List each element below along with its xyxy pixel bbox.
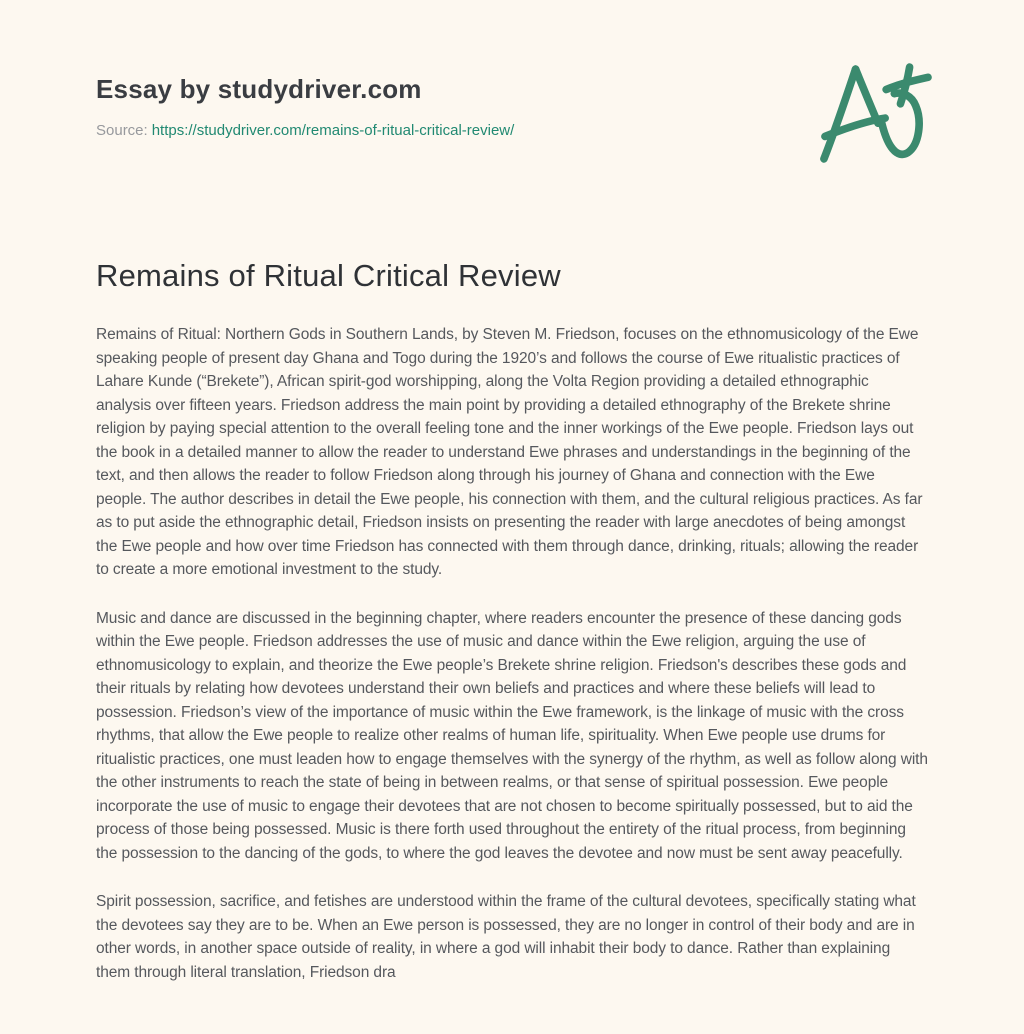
essay-paragraph-1: Remains of Ritual: Northern Gods in Southern Lands, by Steven M. Friedson, focuses on the ethnomusicology of the Ewe speaking people of present day Ghana and Togo during the 1920’s and follows the course of Ewe ritualistic practices of Lahare Kunde (“Brekete”), African spirit-god worshipping, along the Volta Region providing a detailed ethnographic analysis over fifteen years. Friedson address the main point by providing a detailed ethnography of the Brekete shrine religion by paying special attention to the overall feeling tone and the inner workings of the Ewe people. Friedson lays out the book in a detailed manner to allow the reader to understand Ewe phrases and understandings in the beginning of the text, and then allows the reader to follow Friedson along through his journey of Ghana and connection with the Ewe people. The author describes in detail the Ewe people, his connection with them, and the cultural religious practices. As far as to put aside the ethnographic detail, Friedson insists on presenting the reader with large anecdotes of being amongst the Ewe people and how over time Friedson has connected with them through dance, drinking, rituals; allowing the reader to create a more emotional investment to the study. <box>96 326 923 578</box>
essay-paragraph-2: Music and dance are discussed in the beginning chapter, where readers encounter the presence of these dancing gods within the Ewe people. Friedson addresses the use of music and dance within the Ewe religion, arguing the use of ethnomusicology to explain, and theorize the Ewe people’s Brekete shrine religion. Friedson's describes these gods and their rituals by relating how devotees understand their own beliefs and practices and where these beliefs will lead to possession. Friedson’s view of the importance of music within the Ewe framework, is the linkage of music with the cross rhythms, that allow the Ewe people to realize other realms of human life, spirituality. When Ewe people use drums for ritualistic practices, one must leaden how to engage themselves with the synergy of the rhythm, as well as follow along with the other instruments to reach the state of being in between realms, or that sense of spiritual possession. Ewe people incorporate the use of music to engage their devotees that are not chosen to become spiritually possessed, but to aid the process of those being possessed. Music is there forth used throughout the entirety of the ritual process, from beginning the possession to the dancing of the gods, to where the god leaves the devotee and now must be sent away peacefully. <box>96 609 928 862</box>
essay-content <box>96 258 928 984</box>
source-line <box>96 122 928 139</box>
a-plus-grade-logo-icon <box>820 62 936 164</box>
essay-paragraph-3: Spirit possession, sacrifice, and fetishes are understood within the frame of the cultural devotees, specifically stating what the devotees say they are to be. When an Ewe person is possessed, they are no longer in control of their body and are in other words, in another space outside of reality, in where a god will inhabit their body to dance. Rather than explaining them through literal translation, Friedson dra <box>96 893 916 981</box>
document-header <box>96 0 928 139</box>
brand-title: Essay by studydriver.com <box>96 74 422 104</box>
source-label: Source: <box>96 122 148 139</box>
essay-title: Remains of Ritual Critical Review <box>96 258 561 293</box>
source-url-link[interactable]: https://studydriver.com/remains-of-ritual-critical-review/ <box>151 122 515 139</box>
